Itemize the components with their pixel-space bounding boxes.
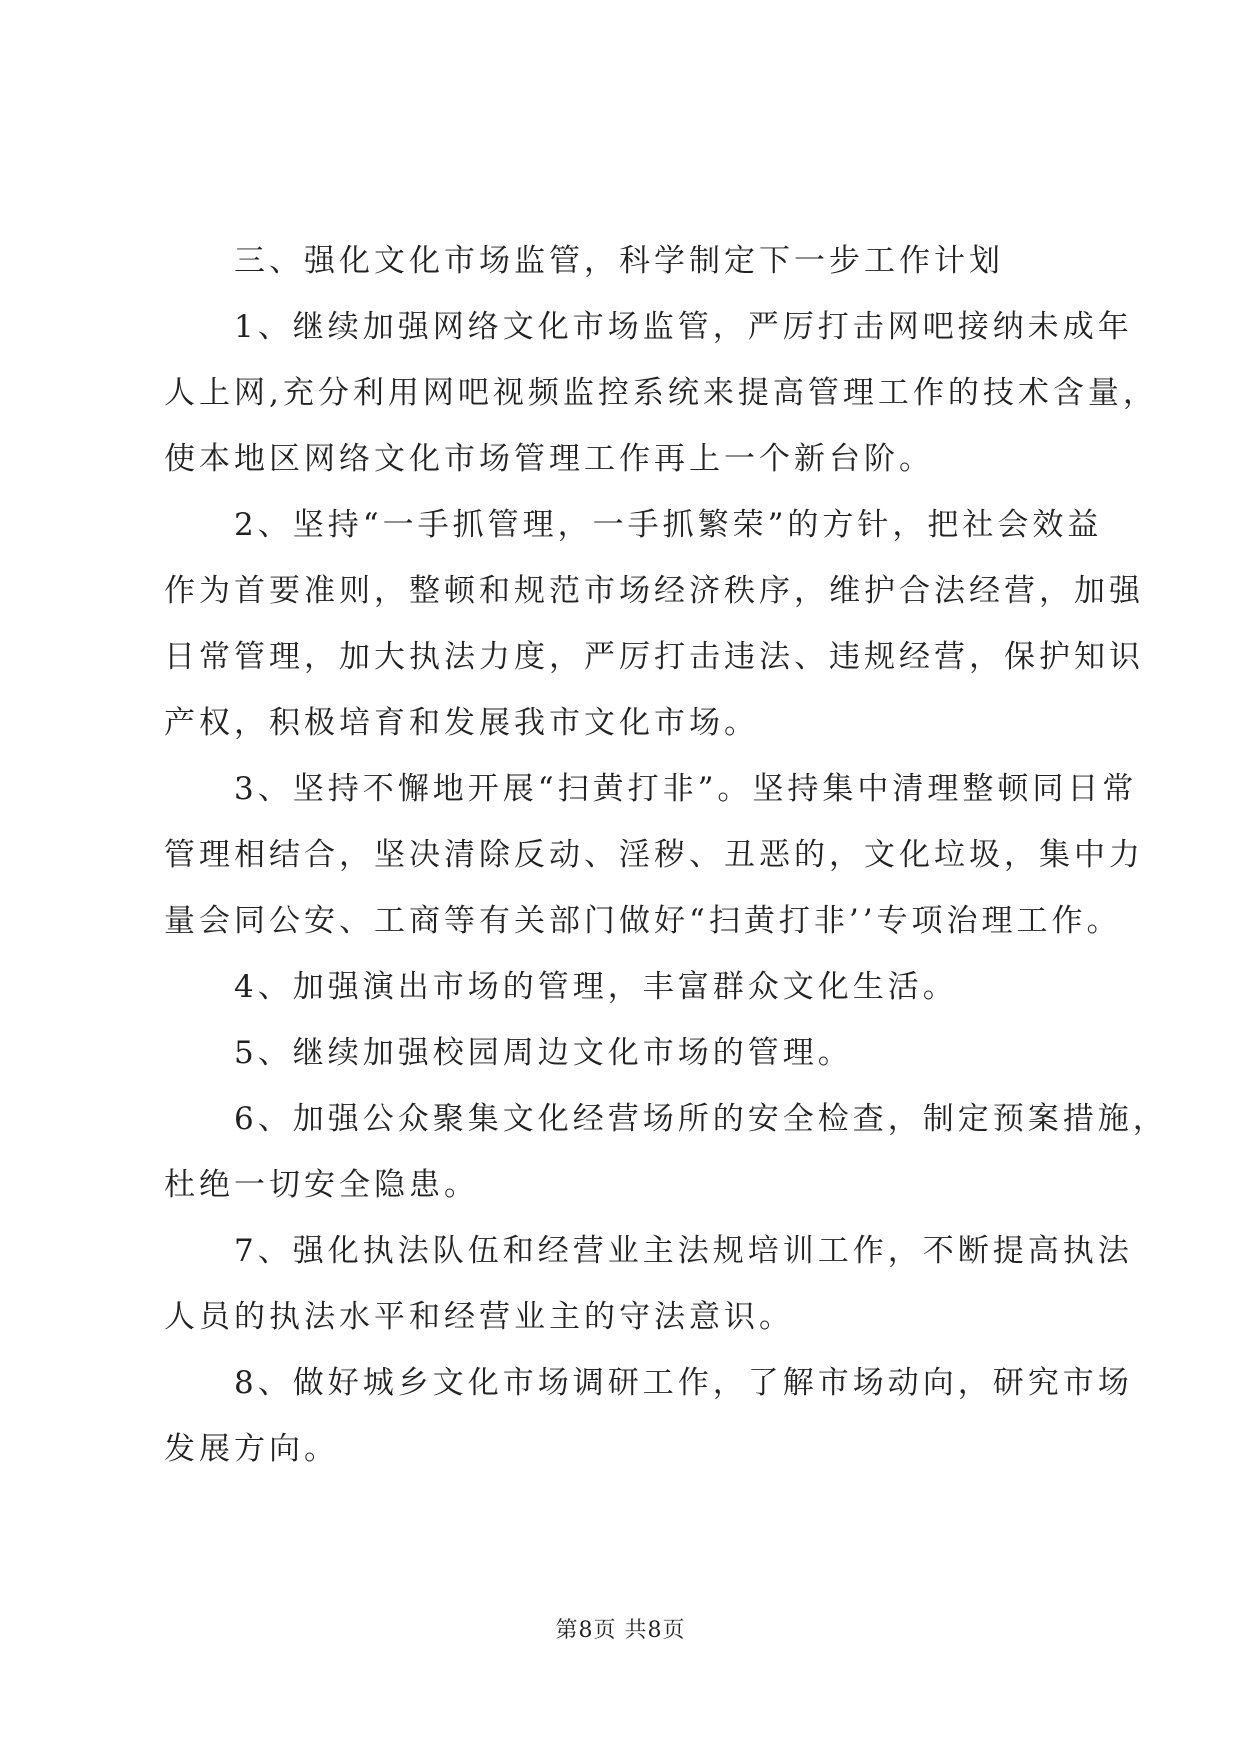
paragraph-line: 发展方向。 [164,1431,339,1467]
paragraph-line: 1、继续加强网络文化市场监管，严厉打击网吧接纳未成年 [234,309,1133,345]
paragraph-line: 使本地区网络文化市场管理工作再上一个新台阶。 [164,441,934,477]
paragraph-line: 管理相结合，坚决清除反动、淫秽、丑恶的，文化垃圾，集中力 [164,837,1144,873]
paragraph-line: 人上网,充分利用网吧视频监控系统来提高管理工作的技术含量， [164,375,1158,411]
paragraph-line: 日常管理，加大执法力度，严厉打击违法、违规经营，保护知识 [164,639,1144,675]
document-body [164,228,1168,1482]
paragraph-line: 4、加强演出市场的管理，丰富群众文化生活。 [234,969,958,1005]
paragraph-line: 5、继续加强校园周边文化市场的管理。 [234,1035,853,1071]
section-heading: 三、强化文化市场监管，科学制定下一步工作计划 [234,243,1004,279]
paragraph-line: 6、加强公众聚集文化经营场所的安全检查，制定预案措施， [234,1101,1168,1137]
paragraph-line: 8、做好城乡文化市场调研工作，了解市场动向，研究市场 [234,1365,1133,1401]
paragraph-line: 产权，积极培育和发展我市文化市场。 [164,705,759,741]
paragraph-line: 作为首要准则，整顿和规范市场经济秩序，维护合法经营，加强 [164,573,1144,609]
paragraph-line: 2、坚持“一手抓管理，一手抓繁荣”的方针，把社会效益 [234,507,1103,543]
paragraph-line: 量会同公安、工商等有关部门做好“扫黄打非’’专项治理工作。 [164,903,1122,939]
paragraph-line: 杜绝一切安全隐患。 [164,1167,479,1203]
paragraph-line: 3、坚持不懈地开展“扫黄打非”。坚持集中清理整顿同日常 [234,771,1138,807]
page-number-footer: 第8页 共8页 [555,1618,686,1643]
paragraph-line: 7、强化执法队伍和经营业主法规培训工作，不断提高执法 [234,1233,1133,1269]
paragraph-line: 人员的执法水平和经营业主的守法意识。 [164,1299,794,1335]
